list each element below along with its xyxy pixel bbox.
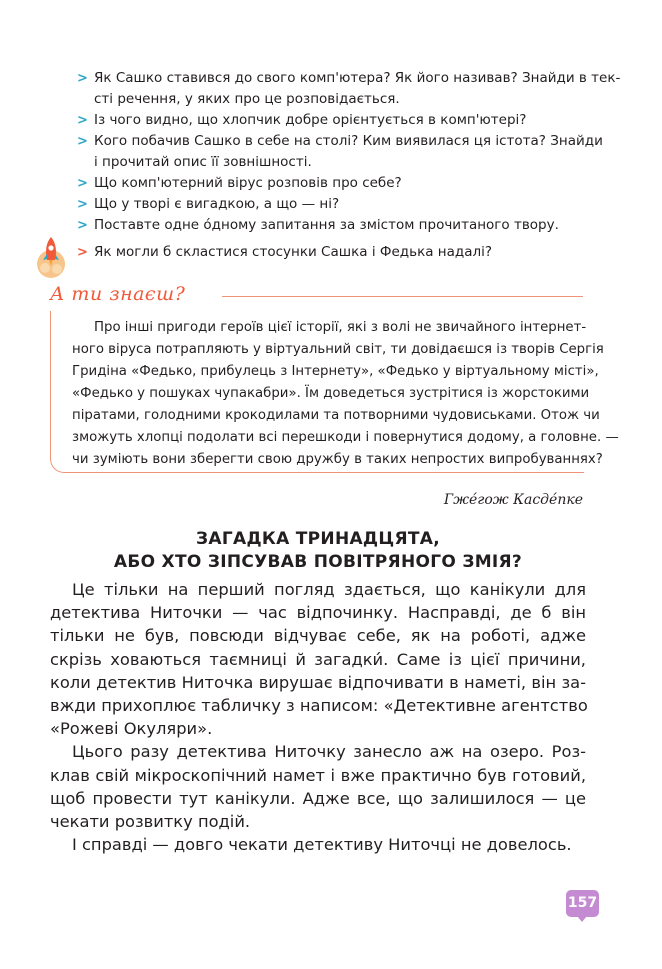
question-line: Кого побачив Сашко в себе на столі? Ким виявилася ця істота? Знайди — [94, 133, 603, 149]
rocket-icon — [34, 234, 68, 280]
title-line: АБО ХТО ЗІПСУВАВ ПОВІТРЯНОГО ЗМІЯ? — [113, 552, 523, 572]
text-line: піратами, голодними крокодилами та потворними чудовиськами. Отож чи — [72, 408, 600, 423]
text-line: вжди прихоплює табличку з написом: «Детективне агентство — [50, 696, 588, 716]
question-line: Із чого видно, що хлопчик добре орієнтується в комп'ютері? — [94, 112, 527, 128]
question-line: сті речення, у яких про це розповідається. — [94, 91, 400, 107]
text-line: ного віруса потрапляють у віртуальний світ, ти довідаєшся із творів Сергія — [72, 342, 604, 357]
question-line: Як могли б скластися стосунки Сашка і Федька надалі? — [94, 244, 493, 260]
story-title — [50, 528, 586, 574]
question-line: Поставте одне о́дному запитання за змістом прочитаного твору. — [94, 217, 559, 233]
text-line: чекати розвитку подій. — [50, 812, 251, 832]
chevron-right-icon: > — [77, 176, 88, 191]
text-line: клав свій мікроскопічний намет і вже практично був готовий, — [50, 765, 586, 785]
chevron-right-icon: > — [77, 245, 88, 260]
question-item — [77, 194, 585, 215]
question-line: і прочитай опис її зовнішності. — [94, 154, 312, 170]
question-line: Що у творі є вигадкою, а що — ні? — [94, 196, 340, 212]
chevron-right-icon: > — [77, 71, 88, 86]
text-line: тільки не був, повсюди відчуває себе, як на роботі, адже — [50, 626, 586, 646]
question-item-creative — [77, 242, 585, 263]
questions-list — [77, 68, 621, 263]
question-item — [77, 68, 621, 110]
text-line: детектива Ниточки — час відпочинку. Насправді, де б він — [50, 603, 586, 623]
text-line: Гридіна «Федько, прибулець з Інтернету», «Федько у віртуальному місті», — [72, 364, 599, 379]
did-you-know-title: А ти знаєш? — [50, 283, 186, 305]
text-line: І справді — довго чекати детективу Ниточці не довелось. — [72, 835, 572, 855]
page-number-tail — [577, 916, 587, 922]
text-line: «Федько у пошуках чупакабри». Їм доведеться зустрітися із жорстокими — [72, 386, 590, 401]
text-line: Цього разу детектива Ниточку занесло аж на озеро. Роз- — [72, 742, 586, 762]
story-text — [50, 578, 586, 856]
text-line: Про інші пригоди героїв цієї історії, які з волі не звичайного інтернет- — [94, 320, 587, 335]
text-line: коли детектив Ниточка вирушає відпочивати в наметі, він за- — [50, 672, 586, 692]
question-item — [77, 131, 603, 173]
chevron-right-icon: > — [77, 134, 88, 149]
question-item — [77, 173, 585, 194]
text-line: скрізь ховаються таємниці й загадки́. Саме із цієї причини, — [50, 649, 586, 669]
chevron-right-icon: > — [77, 197, 88, 212]
chevron-right-icon: > — [77, 113, 88, 128]
text-line: зможуть хлопці подолати всі перешкоди і повернутися додому, а головне. — — [72, 430, 619, 445]
author-name: Гжéгож Касдéпке — [443, 492, 583, 508]
title-line: ЗАГАДКА ТРИНАДЦЯТА, — [196, 529, 440, 549]
text-line: щоб провести тут канікули. Адже все, що залишилося — це — [50, 788, 586, 808]
question-item — [77, 110, 585, 131]
divider — [222, 296, 583, 297]
question-line: Як Сашко ставився до свого комп'ютера? Як його називав? Знайди в тек- — [94, 70, 621, 86]
text-line: чи зуміють вони зберегти свою дружбу в таких непростих випробуваннях? — [72, 452, 603, 467]
did-you-know-text — [72, 317, 619, 471]
text-line: «Рожеві Окуляри». — [50, 719, 213, 739]
question-line: Що комп'ютерний вірус розповів про себе? — [94, 175, 402, 191]
question-item — [77, 215, 585, 236]
page-number: 157 — [566, 890, 599, 917]
text-line: Це тільки на перший погляд здається, що канікули для — [72, 580, 586, 599]
chevron-right-icon: > — [77, 218, 88, 233]
